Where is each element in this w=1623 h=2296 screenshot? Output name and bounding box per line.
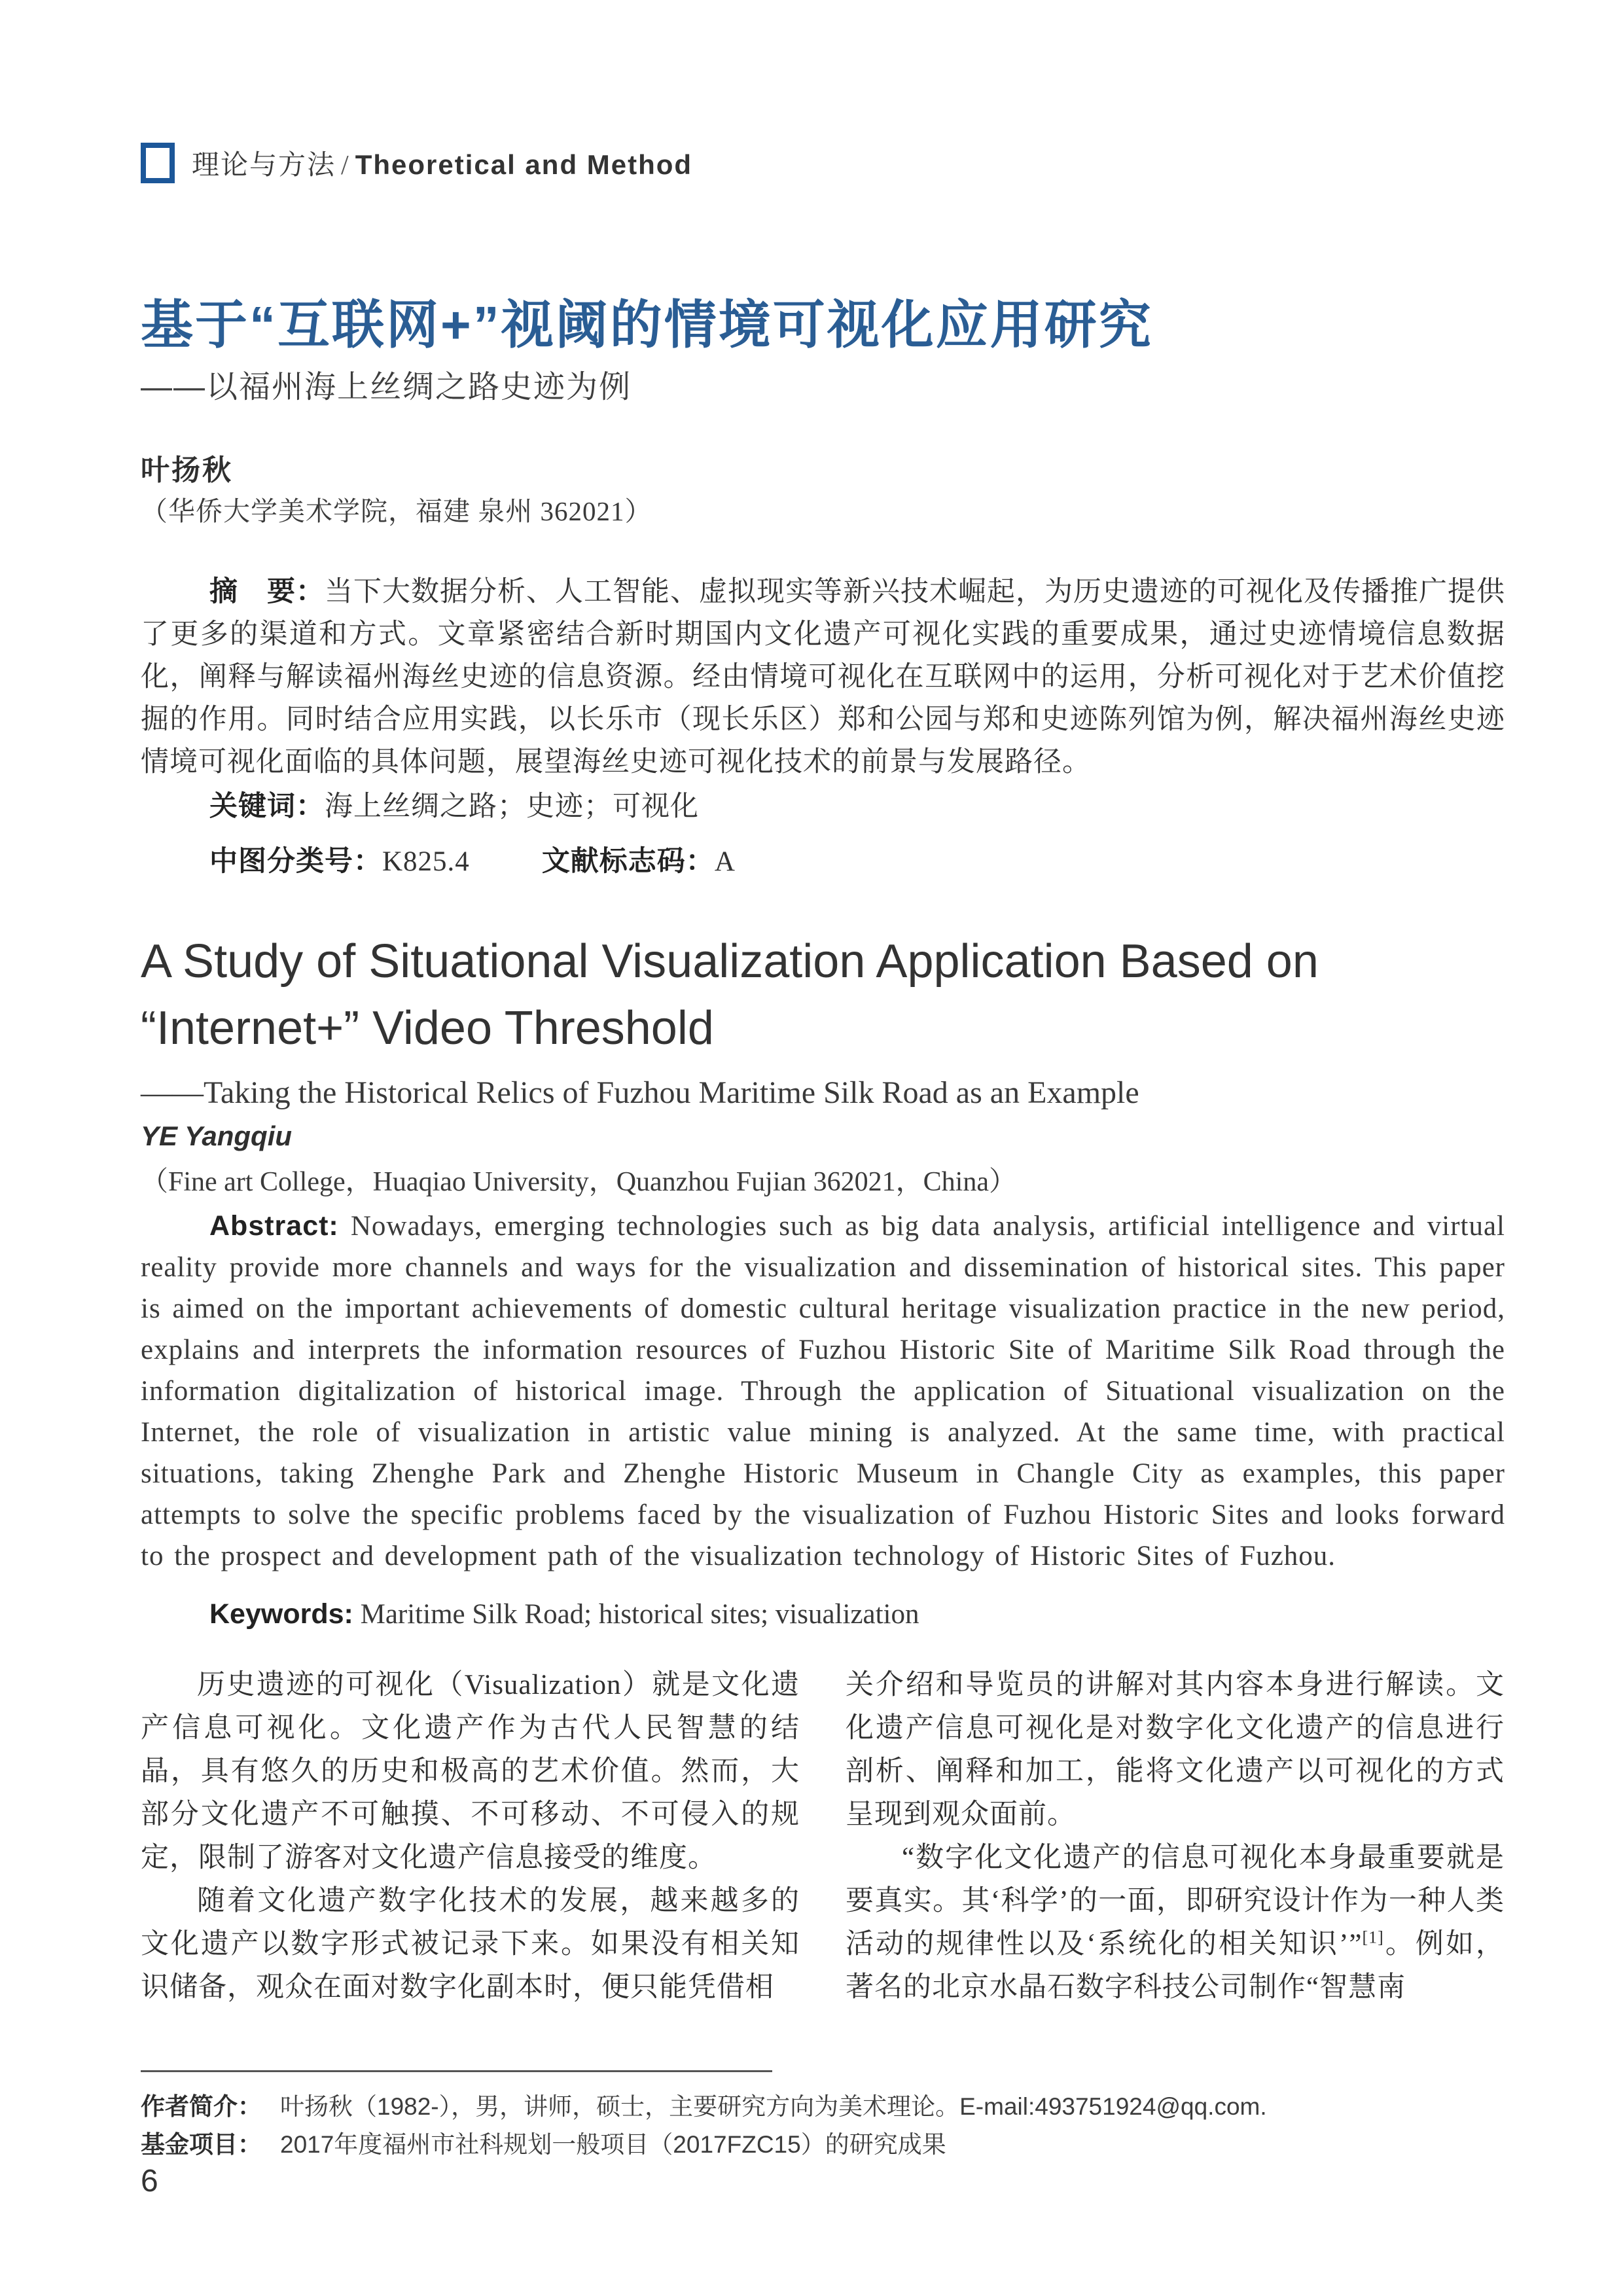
section-marker-icon	[141, 143, 175, 183]
author-affiliation-en: （Fine art College，Huaqiao University，Quanzhou Fujian 362021，China）	[141, 1167, 1016, 1197]
section-header	[141, 143, 692, 183]
abstract-cn	[141, 571, 1505, 783]
abstract-en-text: Nowadays, emerging technologies such as big data analysis, artificial intelligence and virtual reality provide more channels and ways for the visualization and dissemination of historical sites. This paper is aimed on the important achievements of domestic cultural heritage visualization practice in the new period, explains and interprets the information resources of Fuzhou Historic Site of Maritime Silk Road through the information digitalization of historical image. Through the application of Situational visualization on the Internet, the role of visualization in artistic value mining is analyzed. At the same time, with practical situations, taking Zhenghe Park and Zhenghe Historic Museum in Changle City as examples, this paper attempts to solve the specific problems faced by the visualization of Fuzhou Historic Sites and looks forward to the prospect and development path of the visualization technology of Historic Sites of Fuzhou.	[141, 1211, 1505, 1571]
abstract-cn-label: 摘 要：	[209, 576, 325, 607]
page-subtitle: ——以福州海上丝绸之路史迹为例	[141, 370, 632, 404]
keywords-en-text: Maritime Silk Road; historical sites; visualization	[360, 1599, 919, 1630]
keywords-cn-text: 海上丝绸之路；史迹；可视化	[325, 791, 699, 822]
keywords-en-label: Keywords:	[209, 1598, 353, 1630]
author-name-en: YE Yangqiu	[141, 1121, 293, 1151]
section-separator: /	[341, 151, 350, 181]
abstract-cn-text: 当下大数据分析、人工智能、虚拟现实等新兴技术崛起，为历史遗迹的可视化及传播推广提供了更多的渠道和方式。文章紧密结合新时期国内文化遗产可视化实践的重要成果，通过史迹情境信息数据化，阐释与解读福州海丝史迹的信息资源。经由情境可视化在互联网中的运用，分析可视化对于艺术价值挖掘的作用。同时结合应用实践，以长乐市（现长乐区）郑和公园与郑和史迹陈列馆为例，解决福州海丝史迹情境可视化面临的具体问题，展望海丝史迹可视化技术的前景与发展路径。	[141, 577, 1505, 778]
keywords-en	[141, 1598, 1505, 1630]
page-title-en	[141, 928, 1505, 1062]
keywords-cn-label: 关键词：	[209, 791, 325, 822]
body-columns	[141, 1664, 1505, 2009]
body-right-column	[846, 1664, 1505, 2009]
body-paragraph-text: “数字化文化遗产的信息可视化本身最重要就是要真实。其‘科学’的一面，即研究设计作为一种人类活动的规律性以及‘系统化的相关知识’”	[846, 1842, 1505, 1960]
footnotes	[141, 2088, 1505, 2164]
fund-row	[141, 2126, 1505, 2164]
page-title-en-line1: A Study of Situational Visualization Application Based on	[141, 935, 1319, 988]
body-paragraph: 历史遗迹的可视化（Visualization）就是文化遗产信息可视化。文化遗产作为古代人民智慧的结晶，具有悠久的历史和极高的艺术价值。然而，大部分文化遗产不可触摸、不可移动、不可侵入的规定，限制了游客对文化遗产信息接受的维度。	[141, 1670, 800, 1873]
footnote-rule	[141, 2070, 772, 2072]
author-bio-text: 叶扬秋（1982-），男，讲师，硕士，主要研究方向为美术理论。E-mail:493751924@qq.com.	[280, 2093, 1267, 2120]
clc-label: 中图分类号：	[209, 846, 382, 877]
doc-code-value: A	[714, 846, 736, 877]
classification-row	[141, 839, 1505, 879]
body-paragraph	[846, 1837, 1505, 2009]
author-affiliation: （华侨大学美术学院，福建 泉州 362021）	[141, 496, 652, 526]
doc-code-label: 文献标志码：	[541, 846, 715, 877]
body-paragraph: 随着文化遗产数字化技术的发展，越来越多的文化遗产以数字形式被记录下来。如果没有相关知识储备，观众在面对数字化副本时，便只能凭借相	[141, 1886, 800, 2003]
page-title-en-line2: “Internet+” Video Threshold	[141, 1002, 714, 1054]
abstract-en-label: Abstract:	[209, 1210, 339, 1242]
keywords-cn	[141, 784, 1505, 824]
body-paragraph-text: 。例如，著名的北京水晶石数字科技公司制作“智慧南	[846, 1929, 1505, 2003]
body-paragraph: 关介绍和导览员的讲解对其内容本身进行解读。文化遗产信息可视化是对数字化文化遗产的信息进行剖析、阐释和加工，能将文化遗产以可视化的方式呈现到观众面前。	[846, 1670, 1505, 1830]
section-header-text	[192, 143, 692, 183]
abstract-en	[141, 1206, 1505, 1577]
author-bio-row	[141, 2088, 1505, 2126]
body-left-column	[141, 1664, 800, 2009]
page-subtitle-en: ——Taking the Historical Relics of Fuzhou Maritime Silk Road as an Example	[141, 1075, 1139, 1110]
fund-text: 2017年度福州市社科规划一般项目（2017FZC15）的研究成果	[280, 2131, 946, 2158]
citation-ref: [1]	[1362, 1928, 1384, 1947]
author-name: 叶扬秋	[141, 454, 233, 486]
page-number: 6	[141, 2164, 158, 2198]
clc-value: K825.4	[382, 846, 470, 877]
page-title: 基于“互联网+”视阈的情境可视化应用研究	[141, 296, 1153, 354]
section-category-cn: 理论与方法	[192, 151, 336, 181]
fund-label: 基金项目：	[141, 2131, 262, 2158]
section-category-en: Theoretical and Method	[355, 149, 693, 180]
author-bio-label: 作者简介：	[141, 2093, 262, 2120]
